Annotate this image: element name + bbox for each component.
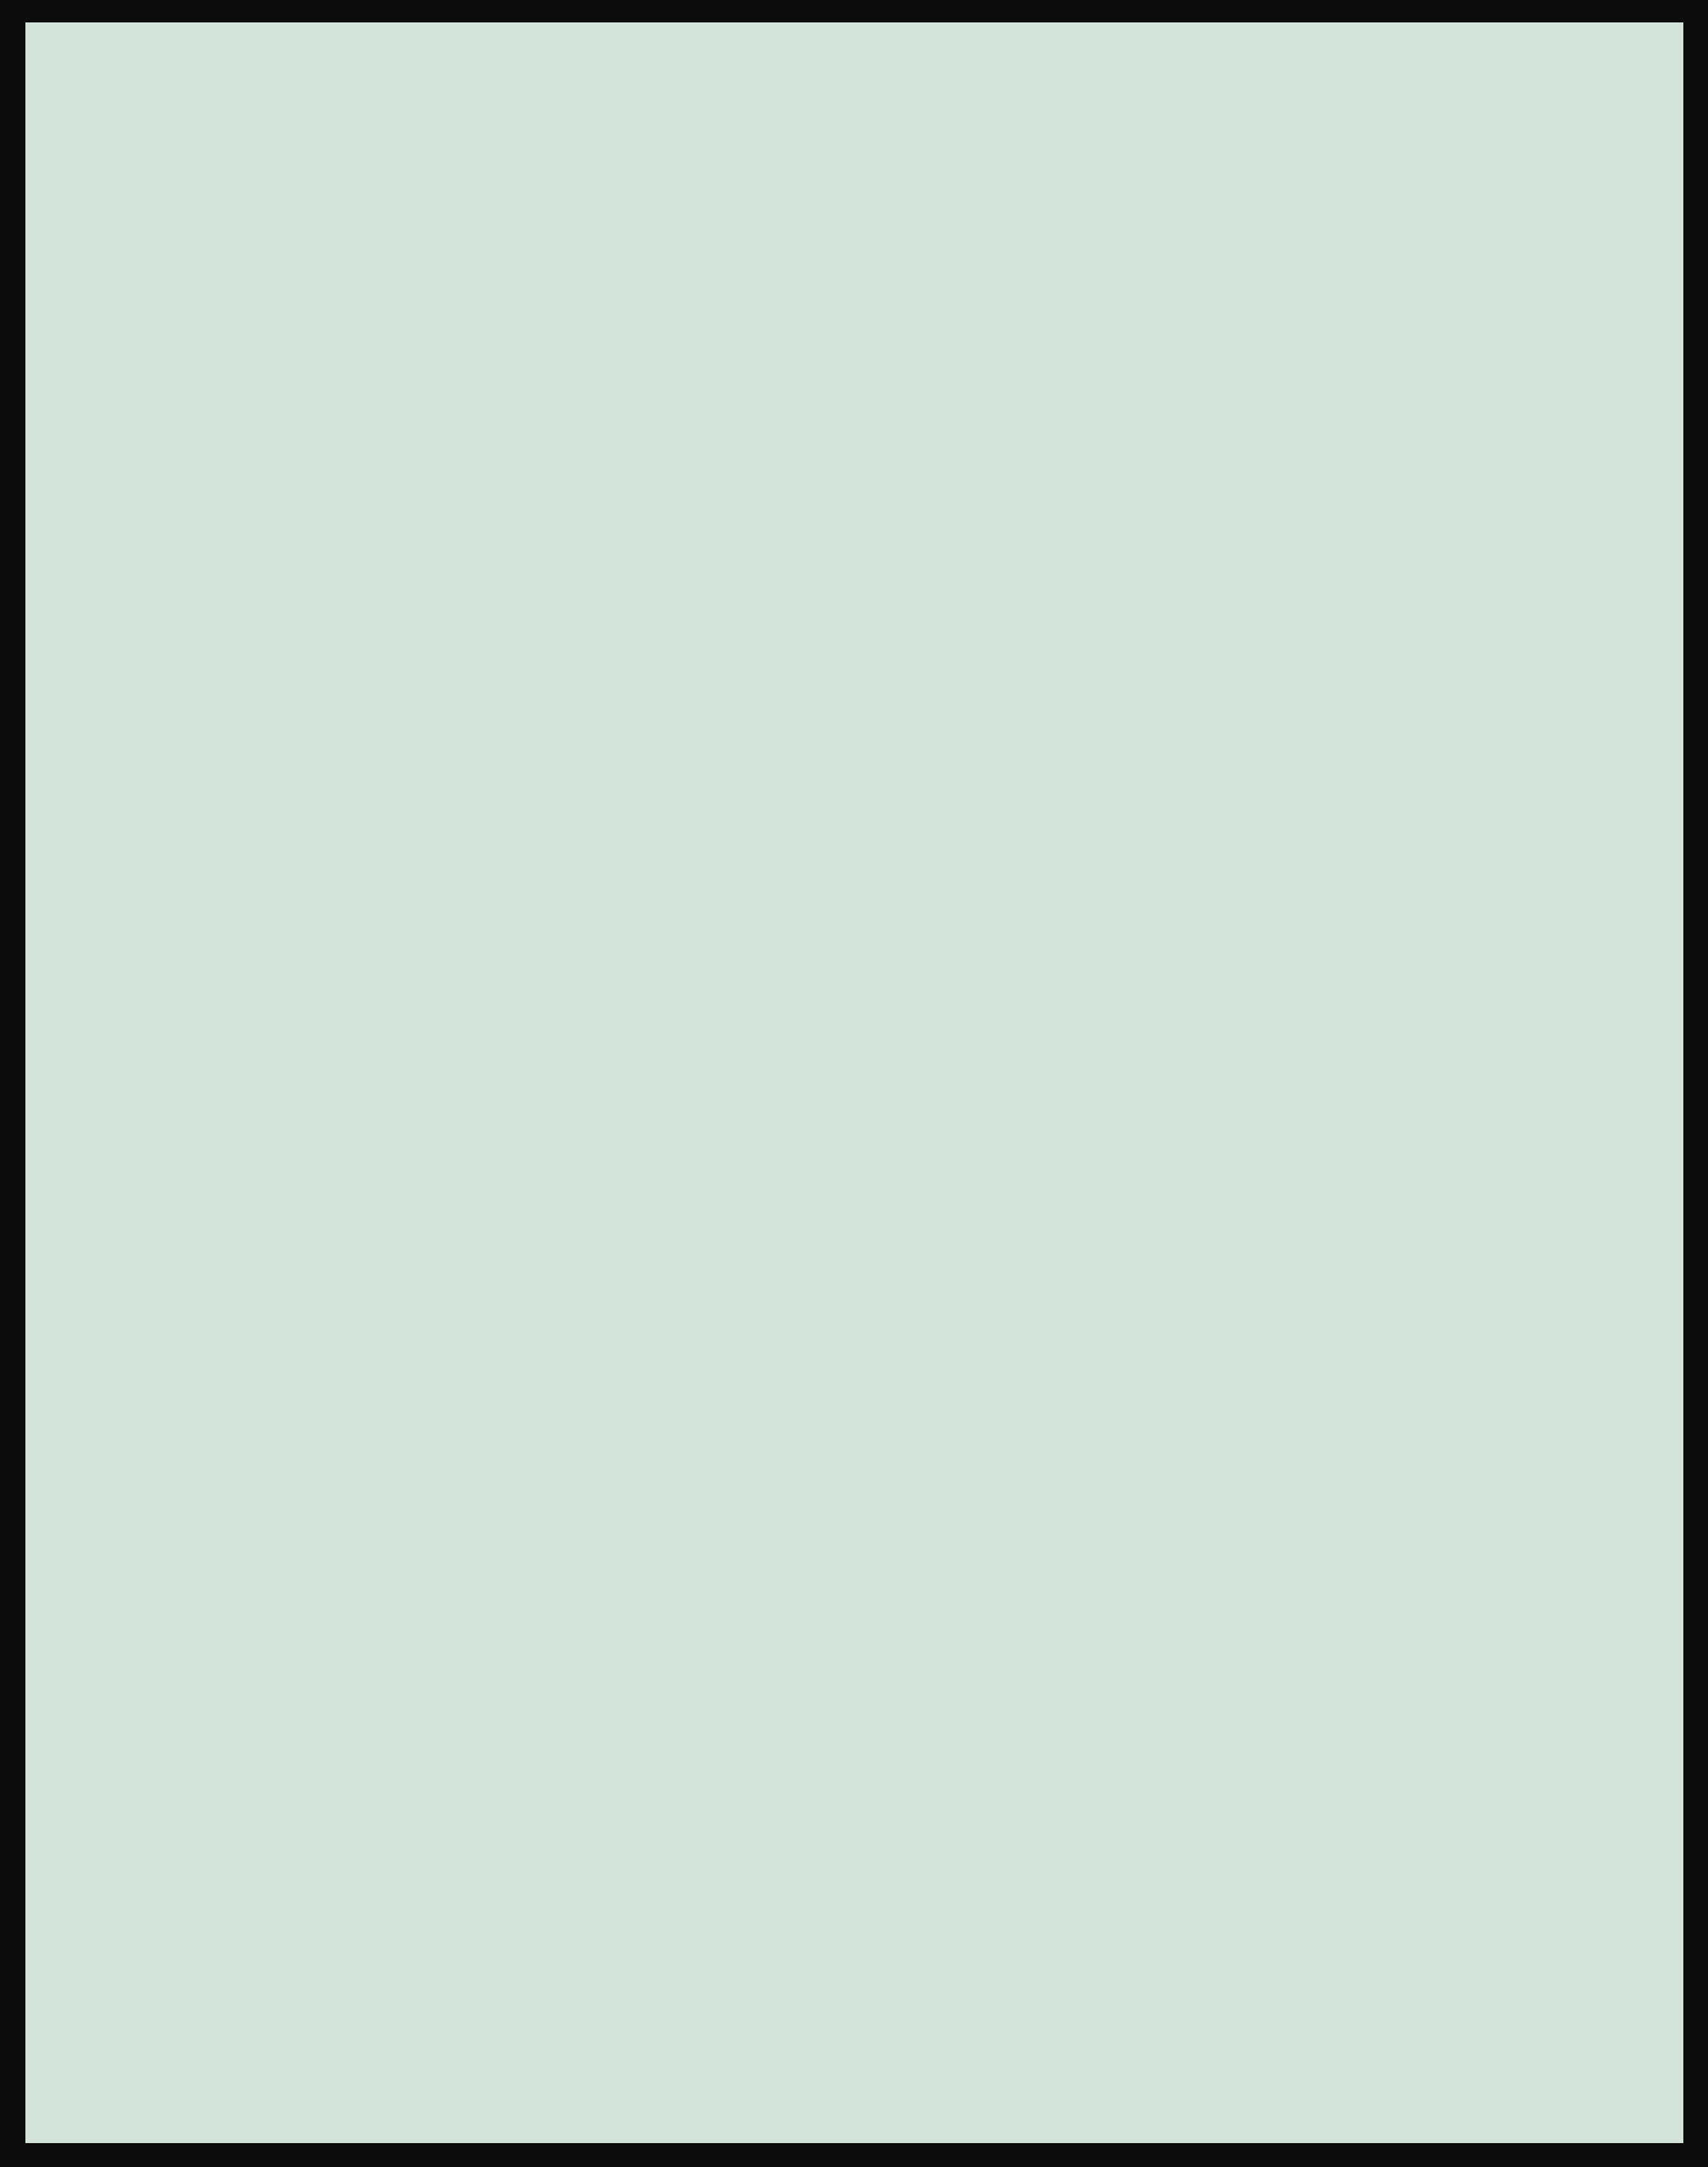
top-schedule-table [76, 239, 1637, 1157]
form-page [25, 22, 1683, 2143]
bottom-schedule-table [76, 1165, 1637, 2106]
